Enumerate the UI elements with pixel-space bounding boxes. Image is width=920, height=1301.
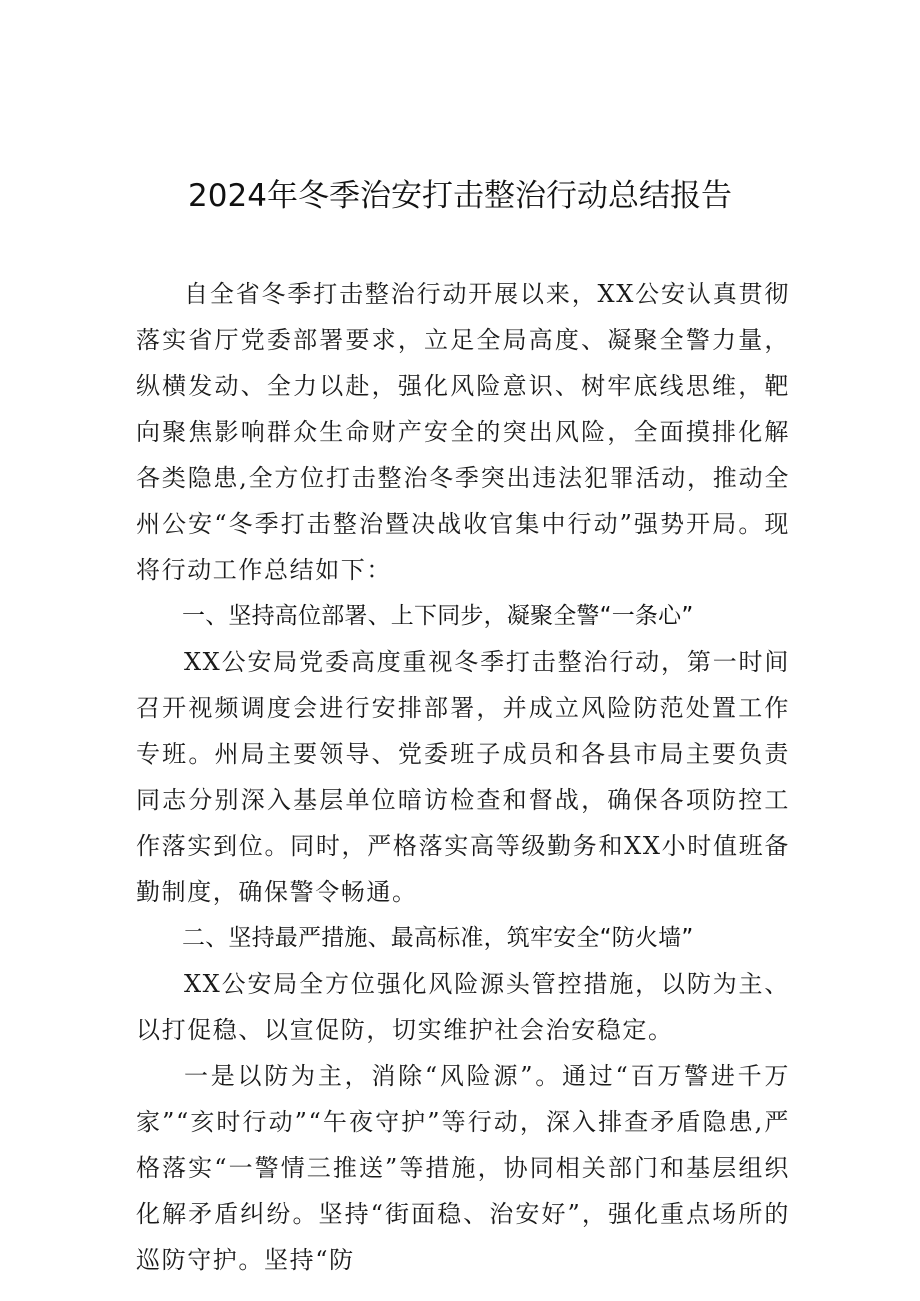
section-1-heading: 一、坚持高位部署、上下同步，凝聚全警“一条心” bbox=[182, 603, 694, 629]
section-2-paragraph: XX公安局全方位强化风险源头管控措施，以防为主、以打促稳、以宣促防，切实维护社会治安稳定。 bbox=[136, 970, 790, 1044]
section-2-point-1: 一是以防为主，消除“风险源”。通过“百万警进千万家”“亥时行动”“午夜守护”等行动，深入排查矛盾隐患,严格落实“一警情三推送”等措施，协同相关部门和基层组织化解矛盾纠纷。坚持“街面稳、治安好”，强化重点场所的巡防守护。坚持“防 bbox=[136, 1062, 790, 1274]
intro-paragraph: 自全省冬季打击整治行动开展以来，XX公安认真贯彻落实省厅党委部署要求，立足全局高度、凝聚全警力量，纵横发动、全力以赴，强化风险意识、树牢底线思维，靶向聚焦影响群众生命财产安全的突出风险，全面摸排化解各类隐患,全方位打击整治冬季突出违法犯罪活动，推动全州公安“冬季打击整治暨决战收官集中行动”强势开局。现将行动工作总结如下： bbox=[136, 280, 790, 584]
document-title: 2024年冬季治安打击整治行动总结报告 bbox=[188, 178, 732, 214]
section-1-paragraph: XX公安局党委高度重视冬季打击整治行动，第一时间召开视频调度会进行安排部署，并成立风险防范处置工作专班。州局主要领导、党委班子成员和各县市局主要负责同志分别深入基层单位暗访检查和督战，确保各项防控工作落实到位。同时，严格落实高等级勤务和XX小时值班备勤制度，确保警令畅通。 bbox=[136, 648, 790, 906]
section-2-heading: 二、坚持最严措施、最高标准，筑牢安全“防火墙” bbox=[182, 925, 694, 951]
document-body bbox=[136, 271, 790, 1283]
